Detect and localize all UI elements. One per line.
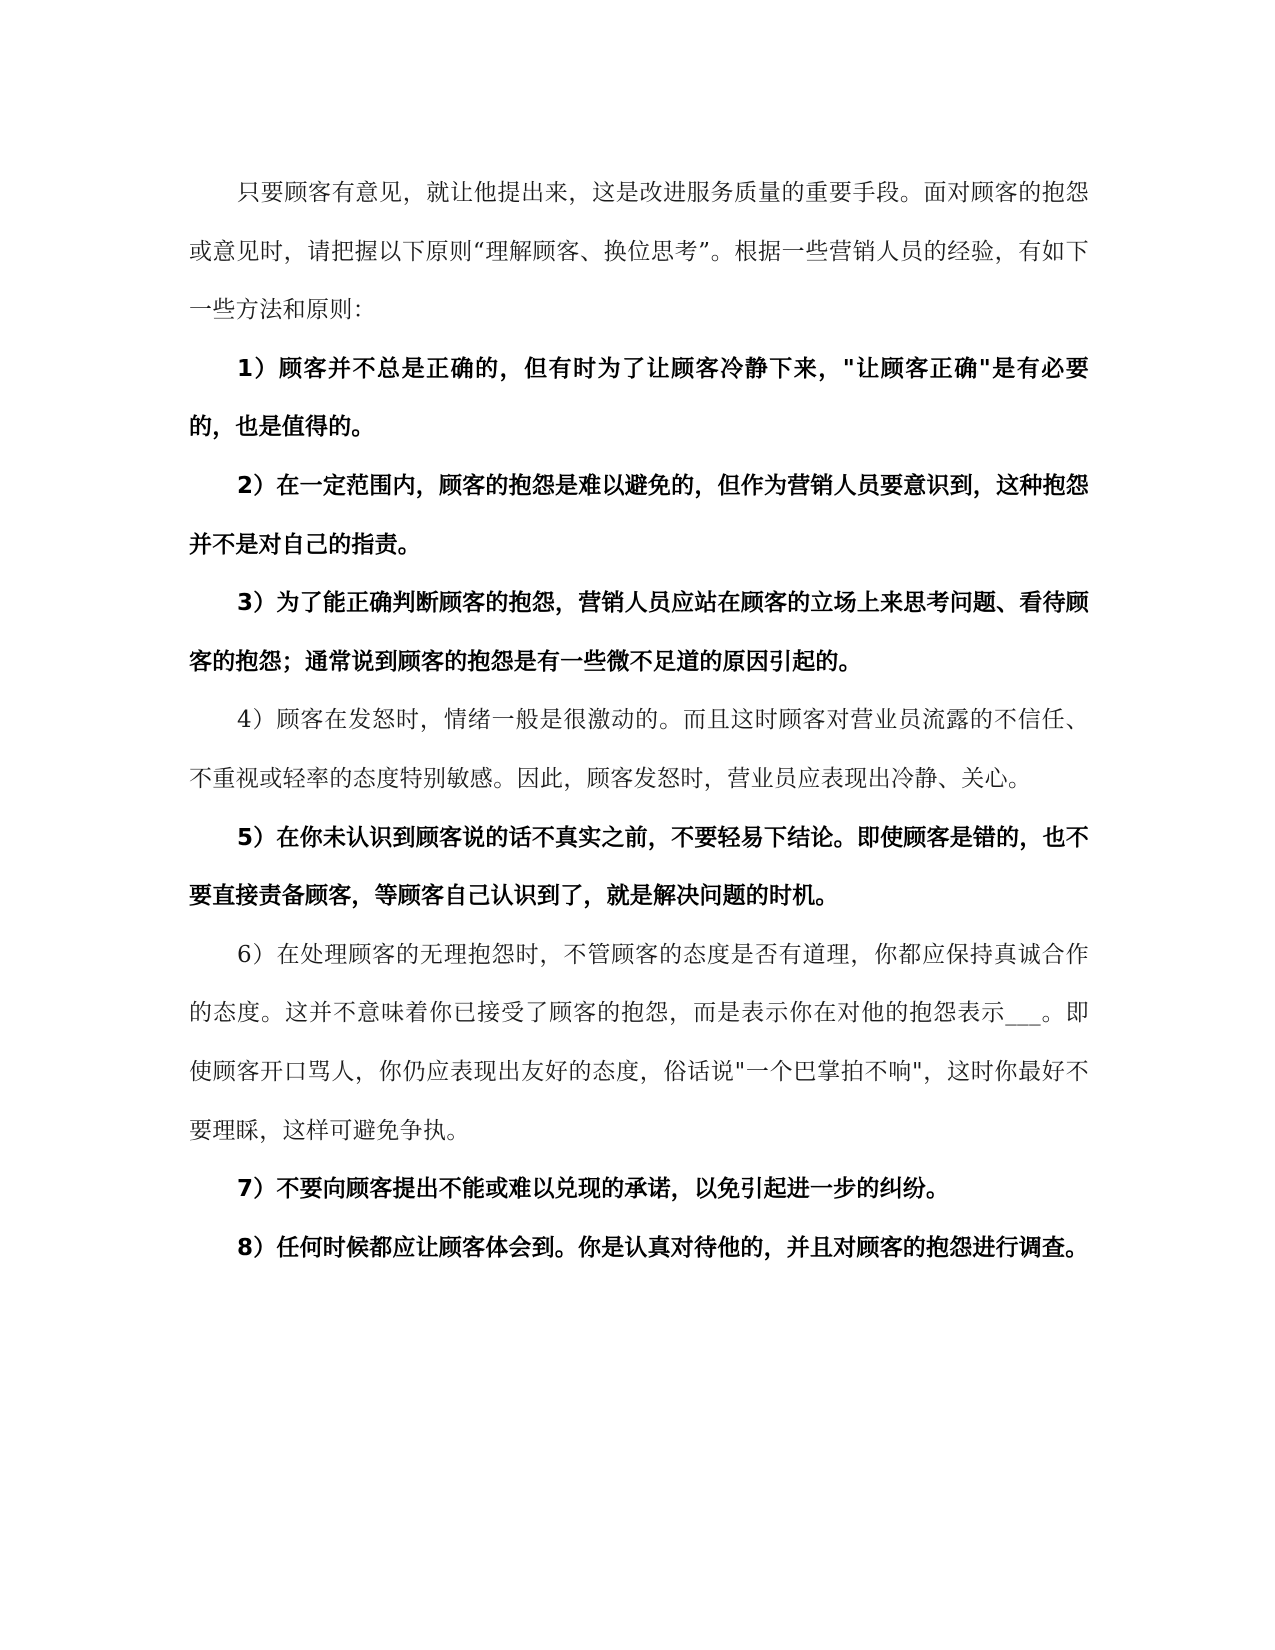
paragraph-principle-5: 5）在你未认识到顾客说的话不真实之前，不要轻易下结论。即使顾客是错的，也不要直接责备顾客，等顾客自己认识到了，就是解决问题的时机。 bbox=[189, 824, 1089, 910]
paragraph-principle-2: 2）在一定范围内，顾客的抱怨是难以避免的，但作为营销人员要意识到，这种抱怨并不是对自己的指责。 bbox=[189, 472, 1089, 558]
paragraph-principle-3: 3）为了能正确判断顾客的抱怨，营销人员应站在顾客的立场上来思考问题、看待顾客的抱怨；通常说到顾客的抱怨是有一些微不足道的原因引起的。 bbox=[189, 590, 1089, 675]
paragraph-principle-4: 4）顾客在发怒时，情绪一般是很激动的。而且这时顾客对营业员流露的不信任、不重视或轻率的态度特别敏感。因此，顾客发怒时，营业员应表现出冷静、关心。 bbox=[189, 707, 1089, 792]
paragraph-principle-1: 1）顾客并不总是正确的，但有时为了让顾客冷静下来，"让顾客正确"是有必要的，也是值得的。 bbox=[189, 355, 1089, 441]
paragraph-intro: 只要顾客有意见，就让他提出来，这是改进服务质量的重要手段。面对顾客的抱怨或意见时，请把握以下原则“理解顾客、换位思考”。根据一些营销人员的经验，有如下一些方法和原则： bbox=[189, 180, 1089, 324]
paragraph-principle-8: 8）任何时候都应让顾客体会到。你是认真对待他的，并且对顾客的抱怨进行调查。 bbox=[237, 1234, 1089, 1261]
paragraph-principle-7: 7）不要向顾客提出不能或难以兑现的承诺，以免引起进一步的纠纷。 bbox=[237, 1176, 950, 1203]
paragraph-principle-6: 6）在处理顾客的无理抱怨时，不管顾客的态度是否有道理，你都应保持真诚合作的态度。这并不意味着你已接受了顾客的抱怨，而是表示你在对他的抱怨表示___。即使顾客开口骂人，你仍应表现出友好的态度，俗话说"一个巴掌拍不响"，这时你最好不要理睬，这样可避免争执。 bbox=[189, 941, 1089, 1144]
document-body bbox=[189, 164, 1089, 1277]
